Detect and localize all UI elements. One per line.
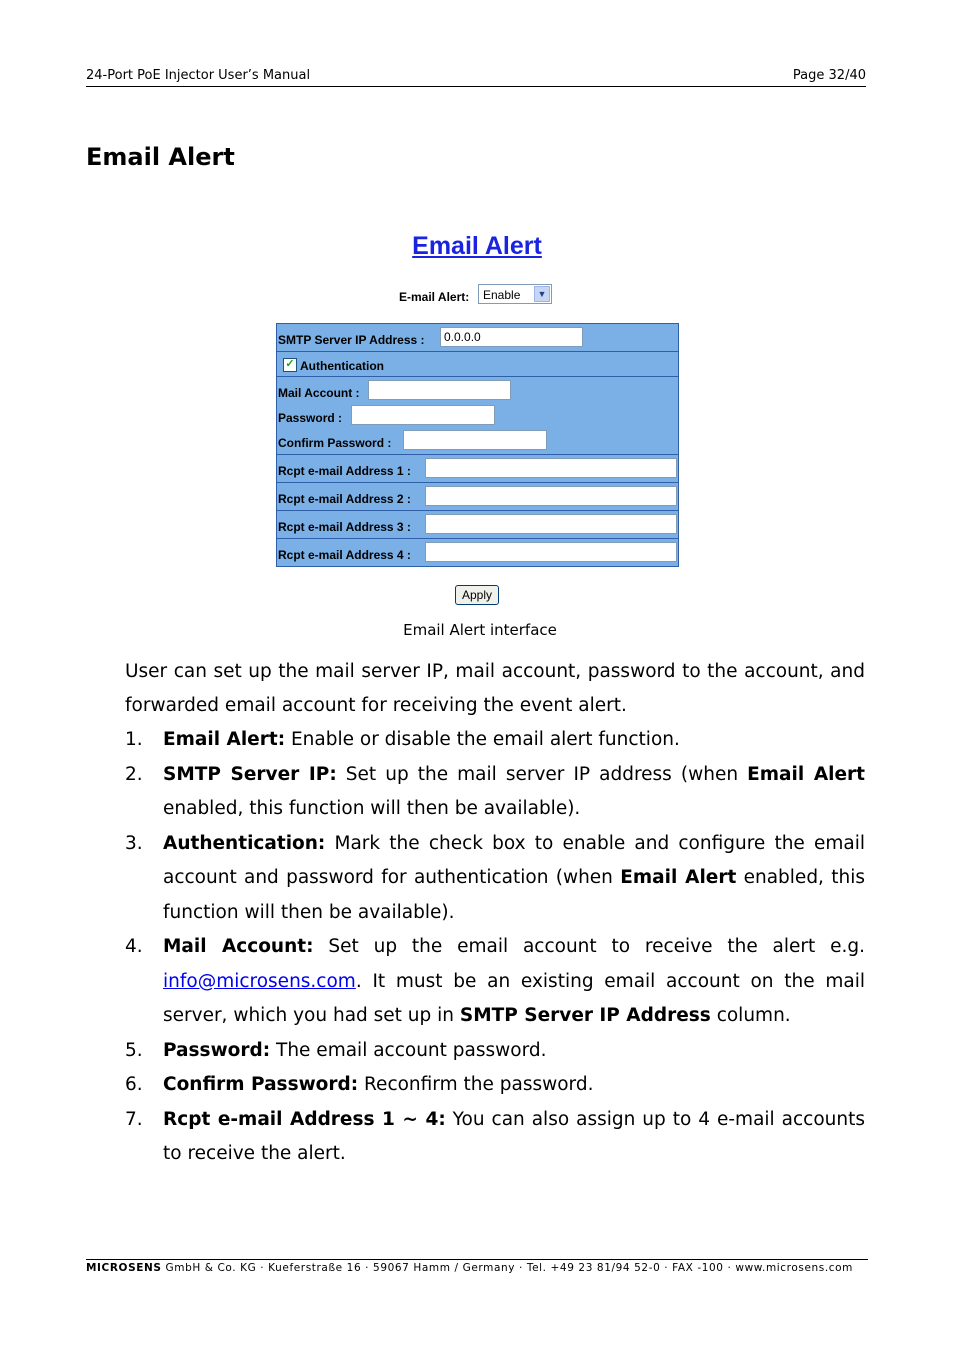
divider [277,538,678,539]
divider [277,376,678,377]
page-footer [86,1259,868,1274]
rcpt-address-2-input[interactable] [425,486,677,506]
divider [277,351,678,352]
chevron-down-icon[interactable]: ▼ [534,286,550,302]
rcpt-address-1-input[interactable] [425,458,677,478]
rcpt-address-3-label: Rcpt e-mail Address 3 : [278,520,411,534]
list-item: 4. Mail Account: Set up the email account to receive the alert e.g. info@microsens.com. It must be an existing email account on the mail server, which you had set up in SMTP Server IP Address column. [125,936,865,1026]
intro-paragraph: User can set up the mail server IP, mail account, password to the account, and forwarded email account for receiving the event alert. [125,661,865,716]
footer-address: GmbH & Co. KG · Kueferstraße 16 · 59067 Hamm / Germany · Tel. +49 23 81/94 52-0 · FAX -100 · www.microsens.com [161,1262,853,1274]
rcpt-address-1-label: Rcpt e-mail Address 1 : [278,464,411,478]
divider [277,510,678,511]
list-item: 1. Email Alert: Enable or disable the email alert function. [125,729,680,750]
manual-title: 24-Port PoE Injector User’s Manual [86,68,311,83]
figure-caption: Email Alert interface [403,621,557,639]
smtp-server-label: SMTP Server IP Address : [278,333,425,347]
list-item: 6. Confirm Password: Reconfirm the password. [125,1074,594,1095]
rcpt-address-4-input[interactable] [425,542,677,562]
divider [277,454,678,455]
mail-account-label: Mail Account : [278,386,360,400]
email-alert-value: Enable [483,288,521,302]
rcpt-address-4-label: Rcpt e-mail Address 4 : [278,548,411,562]
authentication-label: Authentication [300,359,384,373]
smtp-server-input[interactable]: 0.0.0.0 [440,327,583,347]
list-item: 2. SMTP Server IP: Set up the mail server IP address (when Email Alert enabled, this function will then be available). [125,763,865,819]
section-title: Email Alert [86,143,235,171]
authentication-checkbox[interactable]: ✓ [283,358,297,372]
page-header [86,68,866,87]
apply-button[interactable]: Apply [455,585,499,605]
page-number: Page 32/40 [792,68,866,83]
list-item: 5. Password: The email account password. [125,1039,547,1061]
mail-account-input[interactable] [368,380,511,400]
email-alert-label: E-mail Alert: [399,290,470,304]
footer-brand: MICROSENS [86,1262,162,1274]
divider [277,482,678,483]
confirm-password-label: Confirm Password : [278,436,392,450]
email-alert-select[interactable] [478,284,552,304]
list-item: 3. Authentication: Mark the check box to enable and configure the email account and password for authentication (when Email Alert enabled, this function will then be available). [125,832,865,923]
confirm-password-input[interactable] [403,430,547,450]
screenshot-title: Email Alert [412,232,542,260]
field-description-list [125,723,865,1172]
rcpt-address-2-label: Rcpt e-mail Address 2 : [278,492,411,506]
password-label: Password : [278,411,343,425]
email-settings-table [276,323,679,567]
rcpt-address-3-input[interactable] [425,514,677,534]
email-link[interactable]: info@microsens.com [163,970,356,992]
list-item: 7. Rcpt e-mail Address 1 ~ 4: You can also assign up to 4 e-mail accounts to receive the alert. [125,1108,865,1164]
password-input[interactable] [351,405,495,425]
